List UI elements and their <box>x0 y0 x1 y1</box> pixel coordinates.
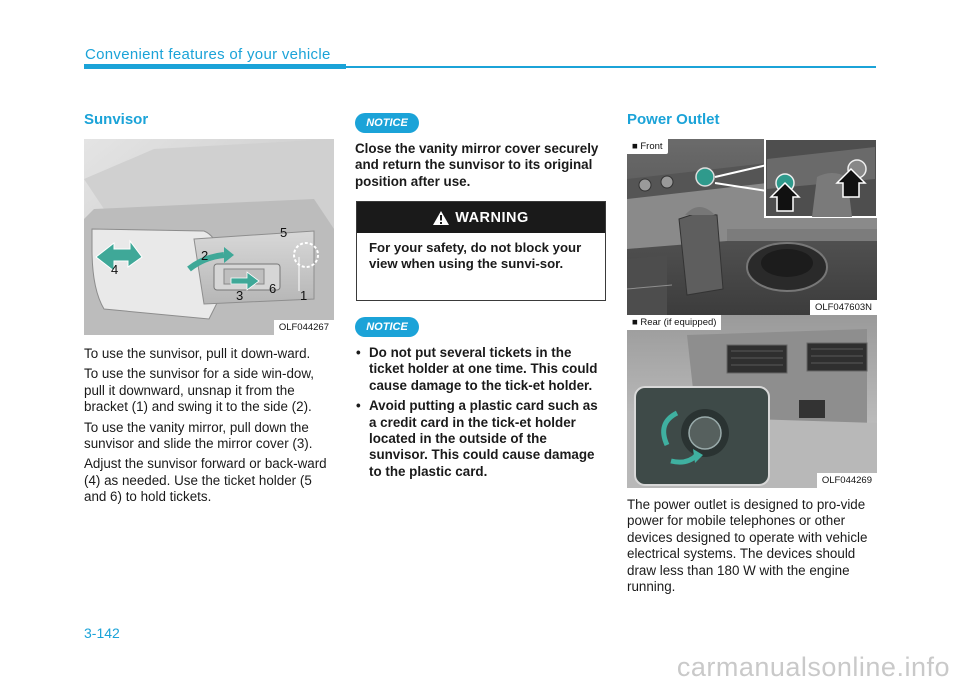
sunvisor-figure-code: OLF044267 <box>274 320 334 335</box>
page-number: 3-142 <box>84 625 120 641</box>
notice-1-text: Close the vanity mirror cover securely and return the sunvisor to its original position after use. <box>355 141 599 189</box>
warning-header <box>357 202 605 233</box>
notice-badge-2: NOTICE <box>355 317 419 337</box>
callout-3: 3 <box>236 288 244 303</box>
notice-2-bullet-1: • Do not put several tickets in the ticket holder at one time. This could cause damage to the tick-et holder. <box>354 345 606 394</box>
notice-badge-1: NOTICE <box>355 113 419 133</box>
warning-triangle-icon <box>433 211 449 225</box>
front-outlet-label: ■ Front <box>627 139 668 154</box>
warning-box <box>356 201 606 301</box>
rear-figure-code: OLF044269 <box>817 473 877 488</box>
warning-title: WARNING <box>455 209 529 226</box>
sunvisor-figure <box>84 139 334 335</box>
rear-console-illustration <box>627 315 877 488</box>
sunvisor-paragraph-3: To use the vanity mirror, pull down the sunvisor and slide the mirror cover (3). <box>84 419 313 452</box>
power-outlet-body: The power outlet is designed to pro-vide power for mobile telephones or other devices designed to operate with vehicle electrical systems. The devices should draw less than 180 W with the engine running. <box>627 497 868 595</box>
callout-6: 6 <box>269 281 277 296</box>
callout-5: 5 <box>280 225 288 240</box>
rear-outlet-label: ■ Rear (if equipped) <box>627 315 721 330</box>
front-console-illustration <box>627 139 877 315</box>
sunvisor-illustration <box>84 139 334 335</box>
front-figure-code: OLF047603N <box>810 300 877 315</box>
warning-text: For your safety, do not block your view when using the sunvi-sor. <box>369 240 582 271</box>
power-outlet-front-figure <box>627 139 877 315</box>
header-rule <box>346 66 876 68</box>
callout-2: 2 <box>201 248 209 263</box>
sunvisor-body <box>84 346 334 510</box>
callout-4: 4 <box>111 262 119 277</box>
header-accent-bar <box>84 64 346 69</box>
section-header: Convenient features of your vehicle <box>85 46 331 63</box>
notice-2-list <box>354 345 606 484</box>
sunvisor-paragraph-4: Adjust the sunvisor forward or back-ward (4) as needed. Use the ticket holder (5 and 6) to hold tickets. <box>84 456 327 505</box>
callout-1: 1 <box>300 288 308 303</box>
notice-2-bullet-2: • Avoid putting a plastic card such as a credit card in the tick-et holder located in the outside of the sunvisor. This could cause damage to the plastic card. <box>354 398 606 480</box>
watermark: carmanualsonline.info <box>676 652 950 682</box>
power-outlet-title: Power Outlet <box>627 111 720 128</box>
power-outlet-rear-figure <box>627 315 877 488</box>
sunvisor-title: Sunvisor <box>84 111 149 128</box>
sunvisor-paragraph-2: To use the sunvisor for a side win-dow, pull it downward, unsnap it from the bracket (1) and swing it to the side (2). <box>84 366 314 415</box>
sunvisor-paragraph-1: To use the sunvisor, pull it down-ward. <box>84 346 311 361</box>
